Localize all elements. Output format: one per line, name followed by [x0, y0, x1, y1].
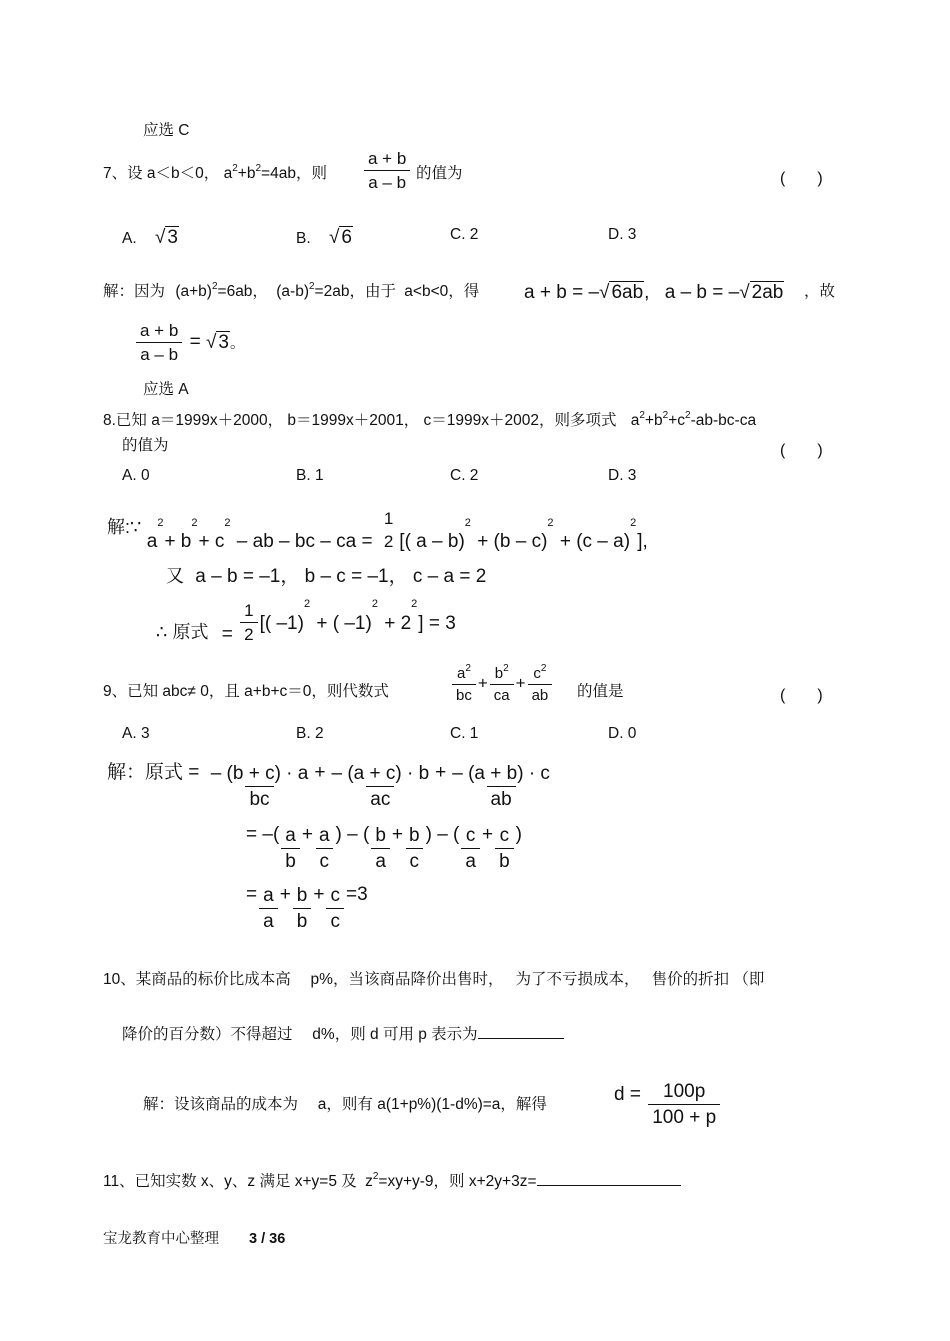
q8-answer-paren: ( ) [780, 442, 823, 459]
q8-option-b: B. 1 [296, 467, 324, 484]
q9-t3-den: ab [487, 786, 516, 809]
q7-option-a-radicand: 3 [167, 227, 178, 248]
q9-f3-num: $c^2$ [533, 663, 547, 682]
q8-option-c: C. 2 [450, 467, 479, 484]
plus-sign: + [301, 823, 313, 845]
q9-option-c: C. 1 [450, 725, 479, 742]
q9-l2-b-num: a [318, 825, 330, 846]
q10-solution: 解：设该商品的成本为 a，则有 a(1+p%)(1-d%)=a，解得 [143, 1096, 547, 1113]
q9-sol-eq: = [188, 761, 200, 783]
q7-tail: 的值为 [416, 165, 463, 182]
page-number: 3 / 36 [249, 1231, 286, 1247]
q9-l2-a-num: a [285, 825, 296, 846]
q8-final-br1: [( –1) [259, 612, 304, 634]
answer-blank[interactable] [478, 1038, 564, 1039]
plus-sign: + [435, 761, 447, 783]
q8-final-br3: + 2 [384, 612, 412, 634]
q7-answer-paren: ( ) [780, 170, 823, 187]
q9-option-d: D. 0 [608, 725, 637, 742]
q7-sol-p3: a<b<0，得 [404, 283, 480, 300]
q7-sol-p2b: =2ab，由于 [314, 283, 396, 300]
q9-l2-e-num: c [465, 825, 476, 846]
q9-l3-result: =3 [345, 883, 368, 905]
q9-l3-a-num: a [263, 885, 274, 906]
q7-result-den: a – b [136, 342, 182, 363]
q9-solution-line3 [246, 883, 368, 932]
q9-t2-num: – (a + c) · b [331, 763, 430, 784]
question-8 [103, 410, 757, 429]
q7-result [134, 322, 245, 363]
q8-final-half-den: 2 [240, 622, 257, 643]
q7-sol-rad1: 6ab [611, 282, 644, 303]
q7-option-c: C. 2 [450, 226, 479, 243]
q7-sol-m1: a + b = – [524, 282, 600, 303]
q7-solution-math: a + b = –√ 6ab, a – b = –√ 2ab [524, 282, 784, 303]
q9-l3-b-num: b [296, 885, 308, 906]
q8-solution-line2 [166, 567, 486, 586]
q9-solution-line2 [246, 823, 522, 872]
question-10-line1: 10、某商品的标价比成本高 p%，当该商品降价出售时， 为了不亏损成本， 售价的折扣 （即 [103, 971, 765, 988]
q10-d-eq: d = [614, 1083, 641, 1105]
q9-t2-den: ac [366, 786, 394, 809]
footer-org: 宝龙教育中心整理 [103, 1231, 219, 1247]
q9-f3-den: ab [528, 684, 553, 703]
answer-line-q6: 应选 C [143, 122, 190, 139]
q9-l2-open: = –( [246, 823, 280, 845]
question-9: 9、已知 abc≠ 0，且 a+b+c＝0，则代数式 [103, 683, 389, 700]
plus-sign: + [391, 823, 404, 845]
q7-option-a-label: A. [122, 230, 137, 247]
q7-option-d: D. 3 [608, 226, 637, 243]
q11-rest: =xy+y-9，则 x+2y+3z= [378, 1173, 537, 1190]
q9-l2-close: ) [515, 823, 522, 845]
q7-frac-den: a – b [364, 170, 410, 191]
q7-cond: $a^2+b^2$ [223, 163, 262, 182]
q8-half-den: 2 [383, 532, 394, 551]
sqrt-symbol: √ 3 [205, 331, 229, 353]
q8-final-end: ] = 3 [418, 612, 456, 634]
q9-f2-den: ca [490, 684, 514, 703]
q7-sol-p1b: =6ab， [217, 283, 268, 300]
q9-sol-jie: 解：原式 [107, 761, 184, 783]
q7-sol-p2: (a-b) [276, 283, 309, 300]
q8-therefore: ∴ 原式 [156, 621, 209, 642]
q7-option-b-radicand: 6 [341, 227, 352, 248]
question-10-line2 [122, 1027, 564, 1043]
q9-l2-a-den: b [281, 848, 300, 871]
plus-sign: + [279, 883, 291, 905]
q7-lead: 7、设 a＜b＜0， [103, 165, 220, 182]
q8-final-eq: = [221, 623, 233, 645]
plus-sign: + [313, 883, 325, 905]
question-7 [103, 163, 327, 182]
q7-solution-line1: 解：因为 $(a+b)^2=6ab$， $(a-b)^2=2ab$，由于 a<b<0，得 [103, 281, 480, 300]
q7-option-b-label: B. [296, 230, 311, 247]
sqrt-symbol: √ 6 [328, 227, 352, 248]
q8-lead: 8.已知 a＝1999x＋2000， b＝1999x＋2001， c＝1999x＋2002，则多项式 [103, 412, 617, 429]
q8-sol-end: ], [637, 531, 648, 553]
q9-l2-f-num: c [499, 825, 510, 846]
q7-result-num: a + b [140, 321, 179, 340]
q11-text: 11、已知实数 x、y、z 满足 x+y=5 及 [103, 1173, 357, 1190]
q7-sol-p1: (a+b) [175, 283, 212, 300]
q8-poly-squares: $a^2+b^2+c^2$ [630, 410, 691, 429]
q8-sol-rhs: – ab – bc – ca = [236, 531, 373, 553]
q7-cond-tail: =4ab，则 [261, 165, 327, 182]
q7-sol-m2: a – b = – [664, 282, 740, 303]
q8-sol-lhs: $a^2+ b^2+ c^2$ [146, 517, 231, 553]
sqrt-symbol: √ 6ab [599, 282, 644, 303]
q9-t1-den: bc [245, 786, 273, 809]
q9-t3-num: – (a + b) · c [452, 763, 550, 784]
q7-option-a [122, 226, 179, 247]
q9-tail: 的值是 [577, 683, 624, 700]
footer [103, 1232, 285, 1247]
q7-fraction [362, 150, 412, 191]
q7-sol-lead: 解：因为 [103, 283, 166, 300]
q9-solution-line1 [107, 761, 556, 810]
sqrt-symbol: √ 2ab [739, 282, 784, 303]
q8-you: 又 [166, 566, 184, 586]
plus-sign: + [477, 673, 488, 693]
q8-solution-line1: 解:∵ $a^2+ b^2+ c^2$ – ab – bc – ca = 1 2 [( a – b)$^2$ + (b – c)$^2$ + (c – a)$^2$], [107, 509, 648, 553]
q7-sol-rad2: 2ab [751, 282, 784, 303]
q7-result-end: 。 [229, 334, 245, 352]
q9-t1-num: – (b + c) · a [210, 763, 309, 784]
q8-sol-bracket: [( a – b) [399, 531, 465, 553]
q8-final-half-num: 1 [244, 601, 254, 620]
plus-sign: + [314, 761, 326, 783]
q9-l3-c-num: c [330, 885, 340, 906]
q8-option-d: D. 3 [608, 467, 637, 484]
q9-l3-eq: = [246, 883, 258, 905]
q9-expression [450, 663, 554, 704]
q10-line2-text: 降价的百分数）不得超过 d%，则 d 可用 p 表示为 [122, 1026, 478, 1043]
q9-f1-den: bc [452, 684, 476, 703]
q11-z: z [365, 1173, 373, 1190]
q9-option-b: B. 2 [296, 725, 324, 742]
q7-sol-gu: ，故 [804, 283, 836, 300]
q8-poly: -ab-bc-ca [690, 412, 757, 429]
q9-l2-c-den: a [371, 848, 390, 871]
q9-l2-e-den: a [461, 848, 480, 871]
plus-sign: + [515, 673, 526, 693]
q10-den: 100 + p [648, 1104, 720, 1127]
q9-l2-d-den: c [406, 848, 424, 871]
q9-l2-c-num: b [375, 825, 386, 846]
q9-option-a: A. 3 [122, 725, 150, 742]
q9-l2-b-den: c [316, 848, 334, 871]
question-11: 11、已知实数 x、y、z 满足 x+y=5 及 $z^2=xy+y-9$，则 x+2y+3z= [103, 1174, 681, 1190]
q8-solution-line3: ∴ 原式 = $\frac{1}{2}$ [( –1)$^2$ + ( $-1)^2 + 2^2] = 3$ [156, 598, 456, 645]
q9-f1-num: $a^2$ [456, 663, 471, 682]
q10-num: 100p [663, 1081, 706, 1102]
q8-line2: 的值为 [122, 437, 169, 454]
plus-sign: + [481, 823, 494, 845]
q8-you-eq: a – b = –1， b – c = –1， c – a = 2 [195, 566, 487, 587]
answer-blank[interactable] [537, 1185, 681, 1186]
q9-answer-paren: ( ) [780, 687, 823, 704]
q9-l3-c-den: c [326, 908, 344, 931]
q9-l2-d-num: b [409, 825, 420, 846]
q7-frac-num: a + b [368, 149, 407, 168]
q8-option-a: A. 0 [122, 467, 150, 484]
answer-line-q7: 应选 A [143, 381, 189, 398]
q8-sol-b3: + (c – a) [559, 531, 631, 553]
q8-half-num: 1 [383, 509, 394, 528]
sqrt-symbol: √ 3 [154, 227, 178, 248]
q7-result-eq: = [189, 331, 201, 353]
q7-result-radicand: 3 [218, 331, 229, 353]
q9-f2-num: $b^2$ [494, 663, 509, 682]
q10-solution-math [614, 1082, 722, 1127]
q8-sol-b2: + (b – c) [477, 531, 548, 553]
q9-l3-a-den: a [259, 908, 278, 931]
q8-final-br2: + ( –1) [316, 612, 372, 634]
q9-l2-mid2: ) – ( [425, 823, 460, 845]
q9-l2-f-den: b [495, 848, 514, 871]
q7-option-b [296, 226, 353, 247]
q9-l2-mid1: ) – ( [335, 823, 370, 845]
q8-sol-jie: 解:∵ [107, 517, 142, 538]
q9-l3-b-den: b [293, 908, 312, 931]
